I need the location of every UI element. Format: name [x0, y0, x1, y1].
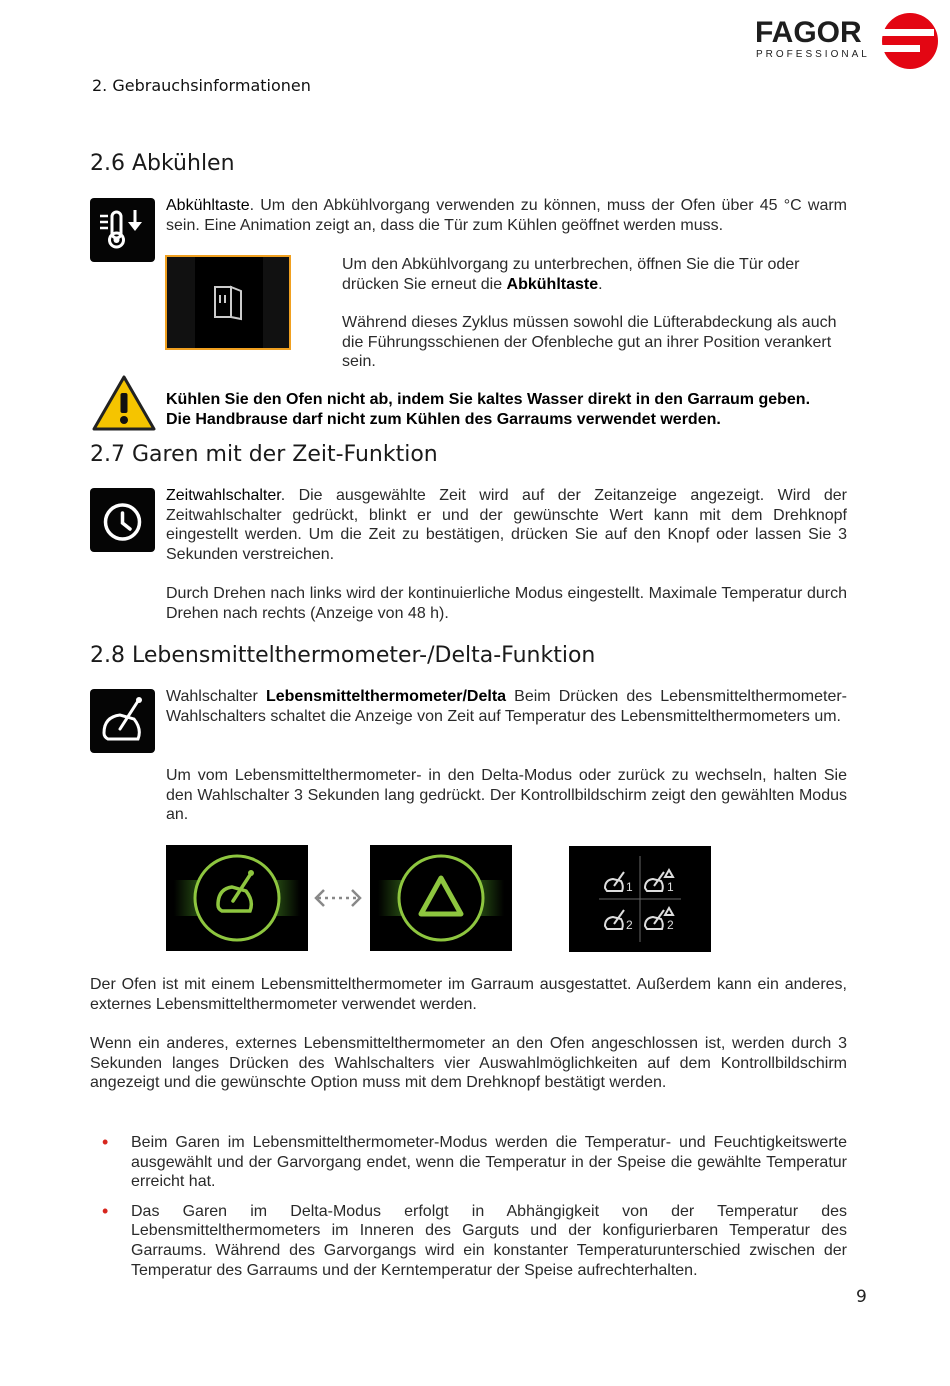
- page-number: 9: [856, 1287, 867, 1307]
- oven-door-icon: [211, 283, 247, 323]
- s26-paragraph-2: Um den Abkühlvorgang zu unterbrechen, öffnen Sie die Tür oder drücken Sie erneut die Abkühltaste.: [342, 256, 800, 293]
- heading-2-7: 2.7 Garen mit der Zeit-Funktion: [90, 442, 438, 467]
- toggle-arrows-icon: [312, 884, 364, 912]
- option-label-1a: 1: [626, 880, 633, 894]
- cooling-button-term: Abkühltaste: [166, 197, 250, 214]
- fagor-emblem-icon: [880, 12, 940, 70]
- cooling-button-icon: [90, 198, 155, 262]
- list-item: • Beim Garen im Lebensmittelthermometer-Modus werden die Temperatur- und Feuchtigkeitswerte ausgewählt und der Garvorgang endet, wenn die Temperatur in der Speise die gewählte Temperatur erreicht hat.: [102, 1132, 847, 1191]
- logo-text: FAGOR: [755, 16, 862, 49]
- list-item: • Das Garen im Delta-Modus erfolgt in Abhängigkeit von der Temperatur des Lebensmittelthermometers im Inneren des Garguts und der konfigurierbaren Temperatur des Garraums. Während des Garvorgangs wird ein konstanter Temperaturunterschied zwischen der Temperatur des Garraums und der Kerntemperatur der Speise aufrechterhalten.: [102, 1200, 847, 1279]
- option-label-2a: 2: [626, 918, 633, 932]
- four-options-screen: [569, 846, 711, 952]
- heading-2-8: 2.8 Lebensmittelthermometer-/Delta-Funktion: [90, 643, 596, 668]
- timer-button-icon: [90, 488, 155, 552]
- s26-paragraph-3: Während dieses Zyklus müssen sowohl die Lüfterabdeckung als auch die Führungsschienen der Ofenbleche gut an ihrer Position verankert sein.: [342, 314, 837, 371]
- bullet-list: [90, 1133, 847, 1280]
- bullet-icon: •: [102, 1132, 109, 1152]
- s27-paragraph-2: Durch Drehen nach links wird der kontinuierliche Modus eingestellt. Maximale Temperatur durch Drehen nach rechts (Anzeige von 48 h).: [166, 585, 847, 622]
- bullet-icon: •: [102, 1200, 109, 1221]
- s28-paragraph-4: Wenn ein anderes, externes Lebensmittelthermometer an den Ofen angeschlossen ist, werden durch 3 Sekunden langes Drücken des Wahlschalters vier Auswahlmöglichkeiten auf dem Kontrollbildschirm angezeigt und die gewünschte Option muss mit dem Drehknopf bestätigt werden.: [90, 1035, 847, 1092]
- warning-text: Kühlen Sie den Ofen nicht ab, indem Sie kaltes Wasser direkt in den Garraum geben. Die Handbrause darf nicht zum Kühlen des Garraums verwendet werden.: [166, 391, 811, 428]
- timer-switch-term: Zeitwahlschalter: [166, 487, 281, 504]
- delta-mode-screen: [370, 845, 512, 951]
- section-label: 2. Gebrauchsinformationen: [92, 76, 311, 95]
- s28-paragraph-2: Um vom Lebensmittelthermometer- in den Delta-Modus oder zurück zu wechseln, halten Sie den Wahlschalter 3 Sekunden lang gedrückt. Der Kontrollbildschirm zeigt den gewählten Modus an.: [166, 767, 847, 824]
- warning-icon: [92, 375, 156, 431]
- fagor-logo: [752, 12, 942, 70]
- door-open-animation-screen: [165, 255, 291, 350]
- option-label-2b: 2: [667, 918, 674, 932]
- option-label-1b: 1: [667, 880, 674, 894]
- s28-paragraph-1: Wahlschalter Lebensmittelthermometer/Delta Beim Drücken des Lebensmittelthermometer-Wahlschalters schaltet die Anzeige von Zeit auf Temperatur des Lebensmittelthermometers um.: [166, 688, 847, 725]
- s26-paragraph-1: Abkühltaste. Um den Abkühlvorgang verwenden zu können, muss der Ofen über 45 °C warm sein. Eine Animation zeigt an, dass die Tür zum Kühlen geöffnet werden muss.: [166, 197, 847, 234]
- logo-sub: PROFESSIONAL: [756, 49, 870, 60]
- s27-paragraph-1: Zeitwahlschalter. Die ausgewählte Zeit wird auf der Zeitanzeige angezeigt. Wird der Zeitwahlschalter gedrückt, blinkt er und der gewünschte Wert kann mit dem Drehknopf eingestellt werden. Um die Zeit zu bestätigen, drücken Sie auf den Knopf oder lassen Sie 3 Sekunden verstreichen.: [166, 487, 847, 563]
- probe-button-icon: [90, 689, 155, 753]
- heading-2-6: 2.6 Abkühlen: [90, 151, 235, 176]
- s28-paragraph-3: Der Ofen ist mit einem Lebensmittelthermometer im Garraum ausgestattet. Außerdem kann ein anderes, externes Lebensmittelthermometer verwendet werden.: [90, 976, 847, 1013]
- probe-mode-screen: [166, 845, 308, 951]
